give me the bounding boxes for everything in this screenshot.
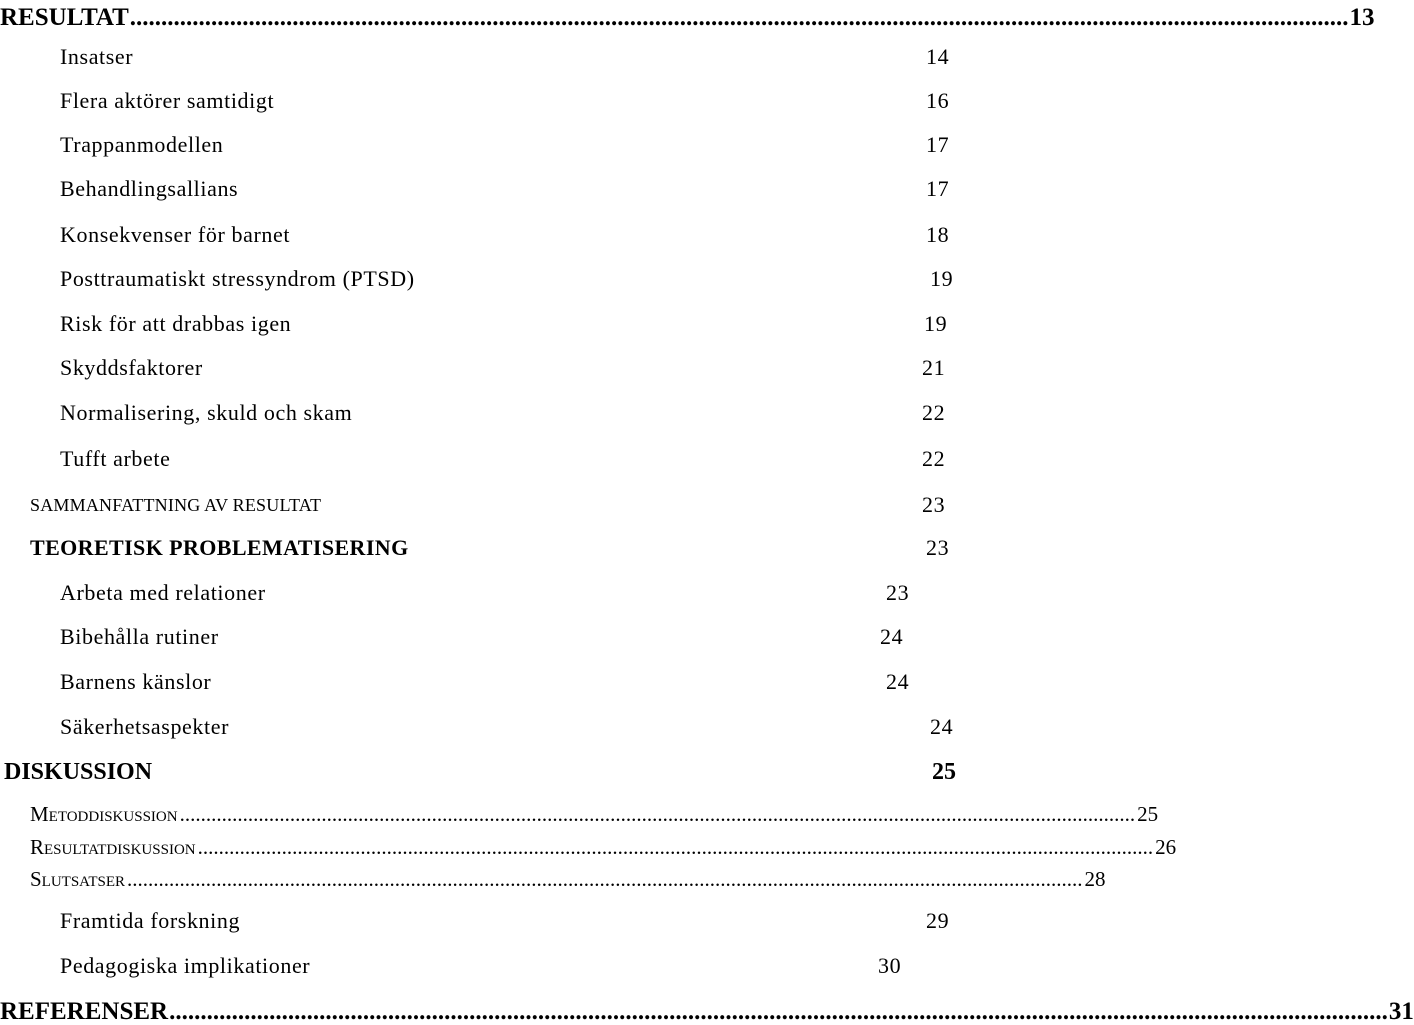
toc-entry-page: 17 (926, 176, 950, 201)
toc-entry-page: 19 (930, 266, 954, 291)
toc-entry-page: 19 (924, 311, 948, 336)
toc-entry-page: 23 (922, 492, 946, 517)
toc-entry-allians (0, 178, 960, 204)
toc-entry-page: 13 (1349, 4, 1375, 31)
toc-entry-page: 21 (922, 355, 946, 380)
toc-entry-page: 23 (886, 580, 910, 605)
toc-entry-diskussion (0, 760, 960, 788)
toc-entry-slutsatser (0, 866, 1106, 891)
toc-entry-insatser (0, 46, 960, 72)
toc-entry-title: Metoddiskussion (30, 802, 178, 826)
toc-entry-title: Konsekvenser för barnet (60, 222, 291, 247)
toc-entry-rutiner (0, 626, 960, 652)
toc-entry-title: TEORETISK PROBLEMATISERING (30, 535, 409, 560)
toc-entry-page: 23 (926, 535, 950, 560)
toc-entry-title: REFERENSER (0, 998, 169, 1025)
toc-entry-normal (0, 402, 960, 428)
toc-entry-title: Trappanmodellen (60, 132, 224, 157)
toc-entry-page: 24 (880, 624, 904, 649)
dot-leader: ...................................................................................................................................................................................... (179, 802, 1136, 826)
toc-entry-title: Normalisering, skuld och skam (60, 400, 353, 425)
toc-entry-title: Arbeta med relationer (60, 580, 266, 605)
toc-entry-page: 26 (1155, 835, 1177, 859)
toc-entry-page: 30 (878, 953, 902, 978)
toc-entry-title: Posttraumatiskt stressyndrom (PTSD) (60, 266, 415, 291)
toc-entry-title: Pedagogiska implikationer (60, 953, 311, 978)
toc-entry-page: 16 (926, 88, 950, 113)
toc-entry-title: Resultatdiskussion (30, 835, 196, 859)
dot-leader: ................................................................................................................................................................................................... (129, 4, 1349, 31)
toc-entry-kanslor (0, 671, 960, 697)
toc-entry-sammanfattning (0, 494, 960, 518)
toc-entry-title: DISKUSSION (4, 759, 153, 785)
toc-entry-page: 18 (926, 222, 950, 247)
dot-leader: ...................................................................................................................................................................................... (127, 867, 1083, 891)
toc-entry-risk (0, 313, 960, 339)
toc-entry-title: Säkerhetsaspekter (60, 714, 230, 739)
toc-entry-page: 24 (886, 669, 910, 694)
toc-entry-page: 17 (926, 132, 950, 157)
toc-entry-title: Flera aktörer samtidigt (60, 88, 275, 113)
dot-leader: ................................................................................................................................................................................................... (169, 998, 1388, 1025)
toc-entry-tufft (0, 448, 960, 474)
toc-entry-title: Framtida forskning (60, 908, 241, 933)
toc-entry-page: 14 (926, 44, 950, 69)
toc-entry-title: Barnens känslor (60, 669, 212, 694)
toc-entry-page: 22 (922, 446, 946, 471)
toc-entry-page: 22 (922, 400, 946, 425)
toc-entry-title: Slutsatser (30, 867, 126, 891)
toc-entry-page: 31 (1388, 998, 1414, 1025)
toc-entry-pedagogiska (0, 955, 960, 981)
toc-entry-teoretisk (0, 537, 960, 563)
dot-leader: ...................................................................................................................................................................................... (197, 835, 1154, 859)
toc-entry-page: 28 (1084, 867, 1106, 891)
toc-entry-title: Insatser (60, 44, 134, 69)
toc-entry-metoddiskussion (0, 801, 1159, 826)
toc-entry-title: Risk för att drabbas igen (60, 311, 292, 336)
toc-entry-page: 29 (926, 908, 950, 933)
toc-entry-resultat (0, 0, 1375, 31)
toc-entry-title: Tufft arbete (60, 446, 171, 471)
toc-entry-page: 24 (930, 714, 954, 739)
toc-entry-title: Skyddsfaktorer (60, 355, 203, 380)
toc-entry-referenser (0, 994, 1414, 1025)
toc-entry-title: Bibehålla rutiner (60, 624, 219, 649)
toc-entry-framtida (0, 910, 960, 936)
toc-entry-trappan (0, 134, 960, 160)
toc-entry-page: 25 (932, 759, 956, 785)
toc-entry-title: RESULTAT (0, 4, 129, 31)
toc-entry-flera (0, 90, 960, 116)
toc-entry-resultatdiskussion (0, 834, 1177, 859)
toc-entry-sakerhet (0, 716, 960, 742)
toc-entry-skydd (0, 357, 960, 383)
toc-entry-title: Behandlingsallians (60, 176, 239, 201)
toc-entry-ptsd (0, 268, 960, 294)
toc-entry-relationer (0, 582, 960, 608)
toc-entry-page: 25 (1137, 802, 1159, 826)
toc-entry-konsekvenser (0, 224, 960, 250)
toc-entry-title: SAMMANFATTNING AV RESULTAT (30, 495, 322, 515)
